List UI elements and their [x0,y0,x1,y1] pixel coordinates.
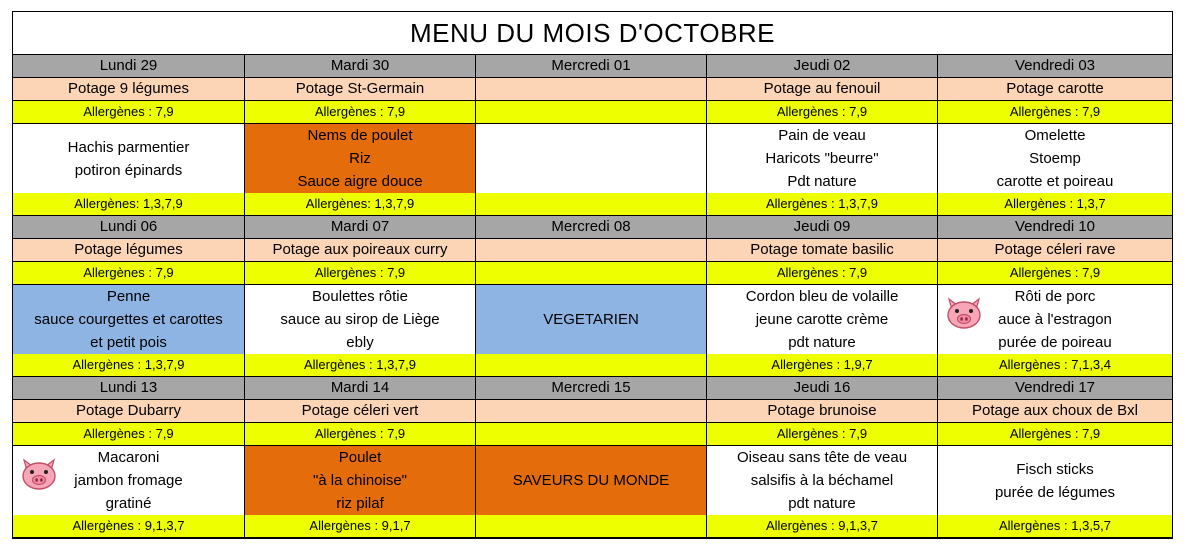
main-dish [707,446,938,515]
dish-line: Omelette [1024,127,1086,144]
main-allergens: Allergènes : 9,1,3,7 [707,515,938,538]
main-dish [938,285,1172,354]
dish-line: sauce courgettes et carottes [34,311,223,328]
dish-line: Stoemp [1029,150,1081,167]
dish-line: Rôti de porc [1014,288,1096,305]
dish-line: salsifis à la béchamel [750,472,894,489]
week-grid [13,216,1172,377]
soup-cell: Potage au fenouil [707,78,938,101]
day-header: Jeudi 02 [707,55,938,78]
day-header: Jeudi 16 [707,377,938,400]
main-allergens: Allergènes : 1,3,7,9 [245,354,476,377]
dish-line: Riz [349,150,371,167]
day-header: Mardi 07 [245,216,476,239]
day-header: Vendredi 17 [938,377,1172,400]
main-allergens [476,515,707,538]
soup-allergens: Allergènes : 7,9 [13,262,245,285]
dish-line: carotte et poireau [996,173,1114,190]
soup-allergens: Allergènes : 7,9 [245,423,476,446]
soup-allergens: Allergènes : 7,9 [707,101,938,124]
day-header: Mardi 14 [245,377,476,400]
dish-line: ebly [346,334,374,351]
main-allergens: Allergènes : 1,9,7 [707,354,938,377]
dish-line: Pain de veau [778,127,866,144]
dish-line: potiron épinards [74,161,183,179]
main-dish [13,285,245,354]
soup-allergens [476,423,707,446]
dish-line: pdt nature [788,495,856,512]
pig-face-icon [944,295,984,331]
menu-table [12,11,1173,539]
main-allergens: Allergènes : 1,3,5,7 [938,515,1172,538]
main-dish [245,124,476,193]
soup-cell: Potage aux choux de Bxl [938,400,1172,423]
soup-allergens [476,262,707,285]
dish-line: Oiseau sans tête de veau [736,449,908,466]
main-allergens: Allergènes: 1,3,7,9 [13,193,245,216]
dish-line: "à la chinoise" [312,472,408,489]
dish-line: VEGETARIEN [543,311,639,328]
week-grid [13,377,1172,538]
soup-cell: Potage tomate basilic [707,239,938,262]
soup-allergens: Allergènes : 7,9 [245,101,476,124]
day-header: Mercredi 01 [476,55,707,78]
main-dish [476,124,707,193]
dish-line: Boulettes rôtie [312,288,408,305]
day-header: Mardi 30 [245,55,476,78]
soup-cell: Potage Dubarry [13,400,245,423]
dish-line: et petit pois [90,334,167,351]
menu-title: MENU DU MOIS D'OCTOBRE [13,12,1172,55]
dish-line: auce à l'estragon [998,311,1112,328]
main-allergens: Allergènes : 7,1,3,4 [938,354,1172,377]
day-header: Lundi 13 [13,377,245,400]
dish-line: pdt nature [788,334,856,351]
day-header: Mercredi 08 [476,216,707,239]
soup-allergens: Allergènes : 7,9 [938,101,1172,124]
weeks-container [13,55,1172,538]
soup-allergens: Allergènes : 7,9 [707,262,938,285]
main-allergens: Allergènes: 1,3,7,9 [245,193,476,216]
dish-line: Fisch sticks [1016,460,1094,478]
main-allergens: Allergènes : 1,3,7,9 [707,193,938,216]
soup-cell: Potage aux poireaux curry [245,239,476,262]
soup-allergens: Allergènes : 7,9 [245,262,476,285]
soup-cell: Potage céleri vert [245,400,476,423]
soup-cell: Potage 9 légumes [13,78,245,101]
main-dish [476,285,707,354]
soup-cell [476,78,707,101]
dish-line: jambon fromage [74,472,183,489]
main-dish [707,124,938,193]
soup-cell [476,239,707,262]
dish-line: Hachis parmentier [67,138,190,156]
dish-line: sauce au sirop de Liège [280,311,440,328]
day-header: Vendredi 10 [938,216,1172,239]
dish-line: purée de poireau [998,334,1112,351]
soup-allergens: Allergènes : 7,9 [707,423,938,446]
day-header: Lundi 29 [13,55,245,78]
main-dish [13,446,245,515]
dish-line: Sauce aigre douce [297,173,423,190]
day-header: Vendredi 03 [938,55,1172,78]
main-allergens: Allergènes : 9,1,3,7 [13,515,245,538]
dish-line: Haricots "beurre" [765,150,879,167]
dish-line: Macaroni [97,449,160,466]
soup-cell: Potage carotte [938,78,1172,101]
dish-line: purée de légumes [994,483,1116,501]
dish-line: riz pilaf [336,495,384,512]
day-header: Lundi 06 [13,216,245,239]
dish-line: SAVEURS DU MONDE [512,472,670,489]
soup-cell: Potage légumes [13,239,245,262]
week-grid [13,55,1172,216]
pig-face-icon [19,456,59,492]
soup-allergens [476,101,707,124]
dish-line: Poulet [338,449,382,466]
main-allergens [476,354,707,377]
soup-cell [476,400,707,423]
soup-cell: Potage brunoise [707,400,938,423]
dish-line: Penne [106,288,151,305]
soup-allergens: Allergènes : 7,9 [13,101,245,124]
main-dish [13,124,245,193]
main-dish [245,285,476,354]
dish-line: jeune carotte crème [755,311,889,328]
dish-line: Cordon bleu de volaille [745,288,899,305]
dish-line: Pdt nature [787,173,857,190]
main-dish [476,446,707,515]
main-dish [707,285,938,354]
main-allergens: Allergènes : 9,1,7 [245,515,476,538]
soup-cell: Potage St-Germain [245,78,476,101]
dish-line: gratiné [105,495,152,512]
day-header: Jeudi 09 [707,216,938,239]
day-header: Mercredi 15 [476,377,707,400]
main-allergens: Allergènes : 1,3,7 [938,193,1172,216]
main-dish [938,446,1172,515]
soup-cell: Potage céleri rave [938,239,1172,262]
main-dish [938,124,1172,193]
main-dish [245,446,476,515]
soup-allergens: Allergènes : 7,9 [938,423,1172,446]
main-allergens: Allergènes : 1,3,7,9 [13,354,245,377]
soup-allergens: Allergènes : 7,9 [938,262,1172,285]
soup-allergens: Allergènes : 7,9 [13,423,245,446]
main-allergens [476,193,707,216]
dish-line: Nems de poulet [307,127,413,144]
